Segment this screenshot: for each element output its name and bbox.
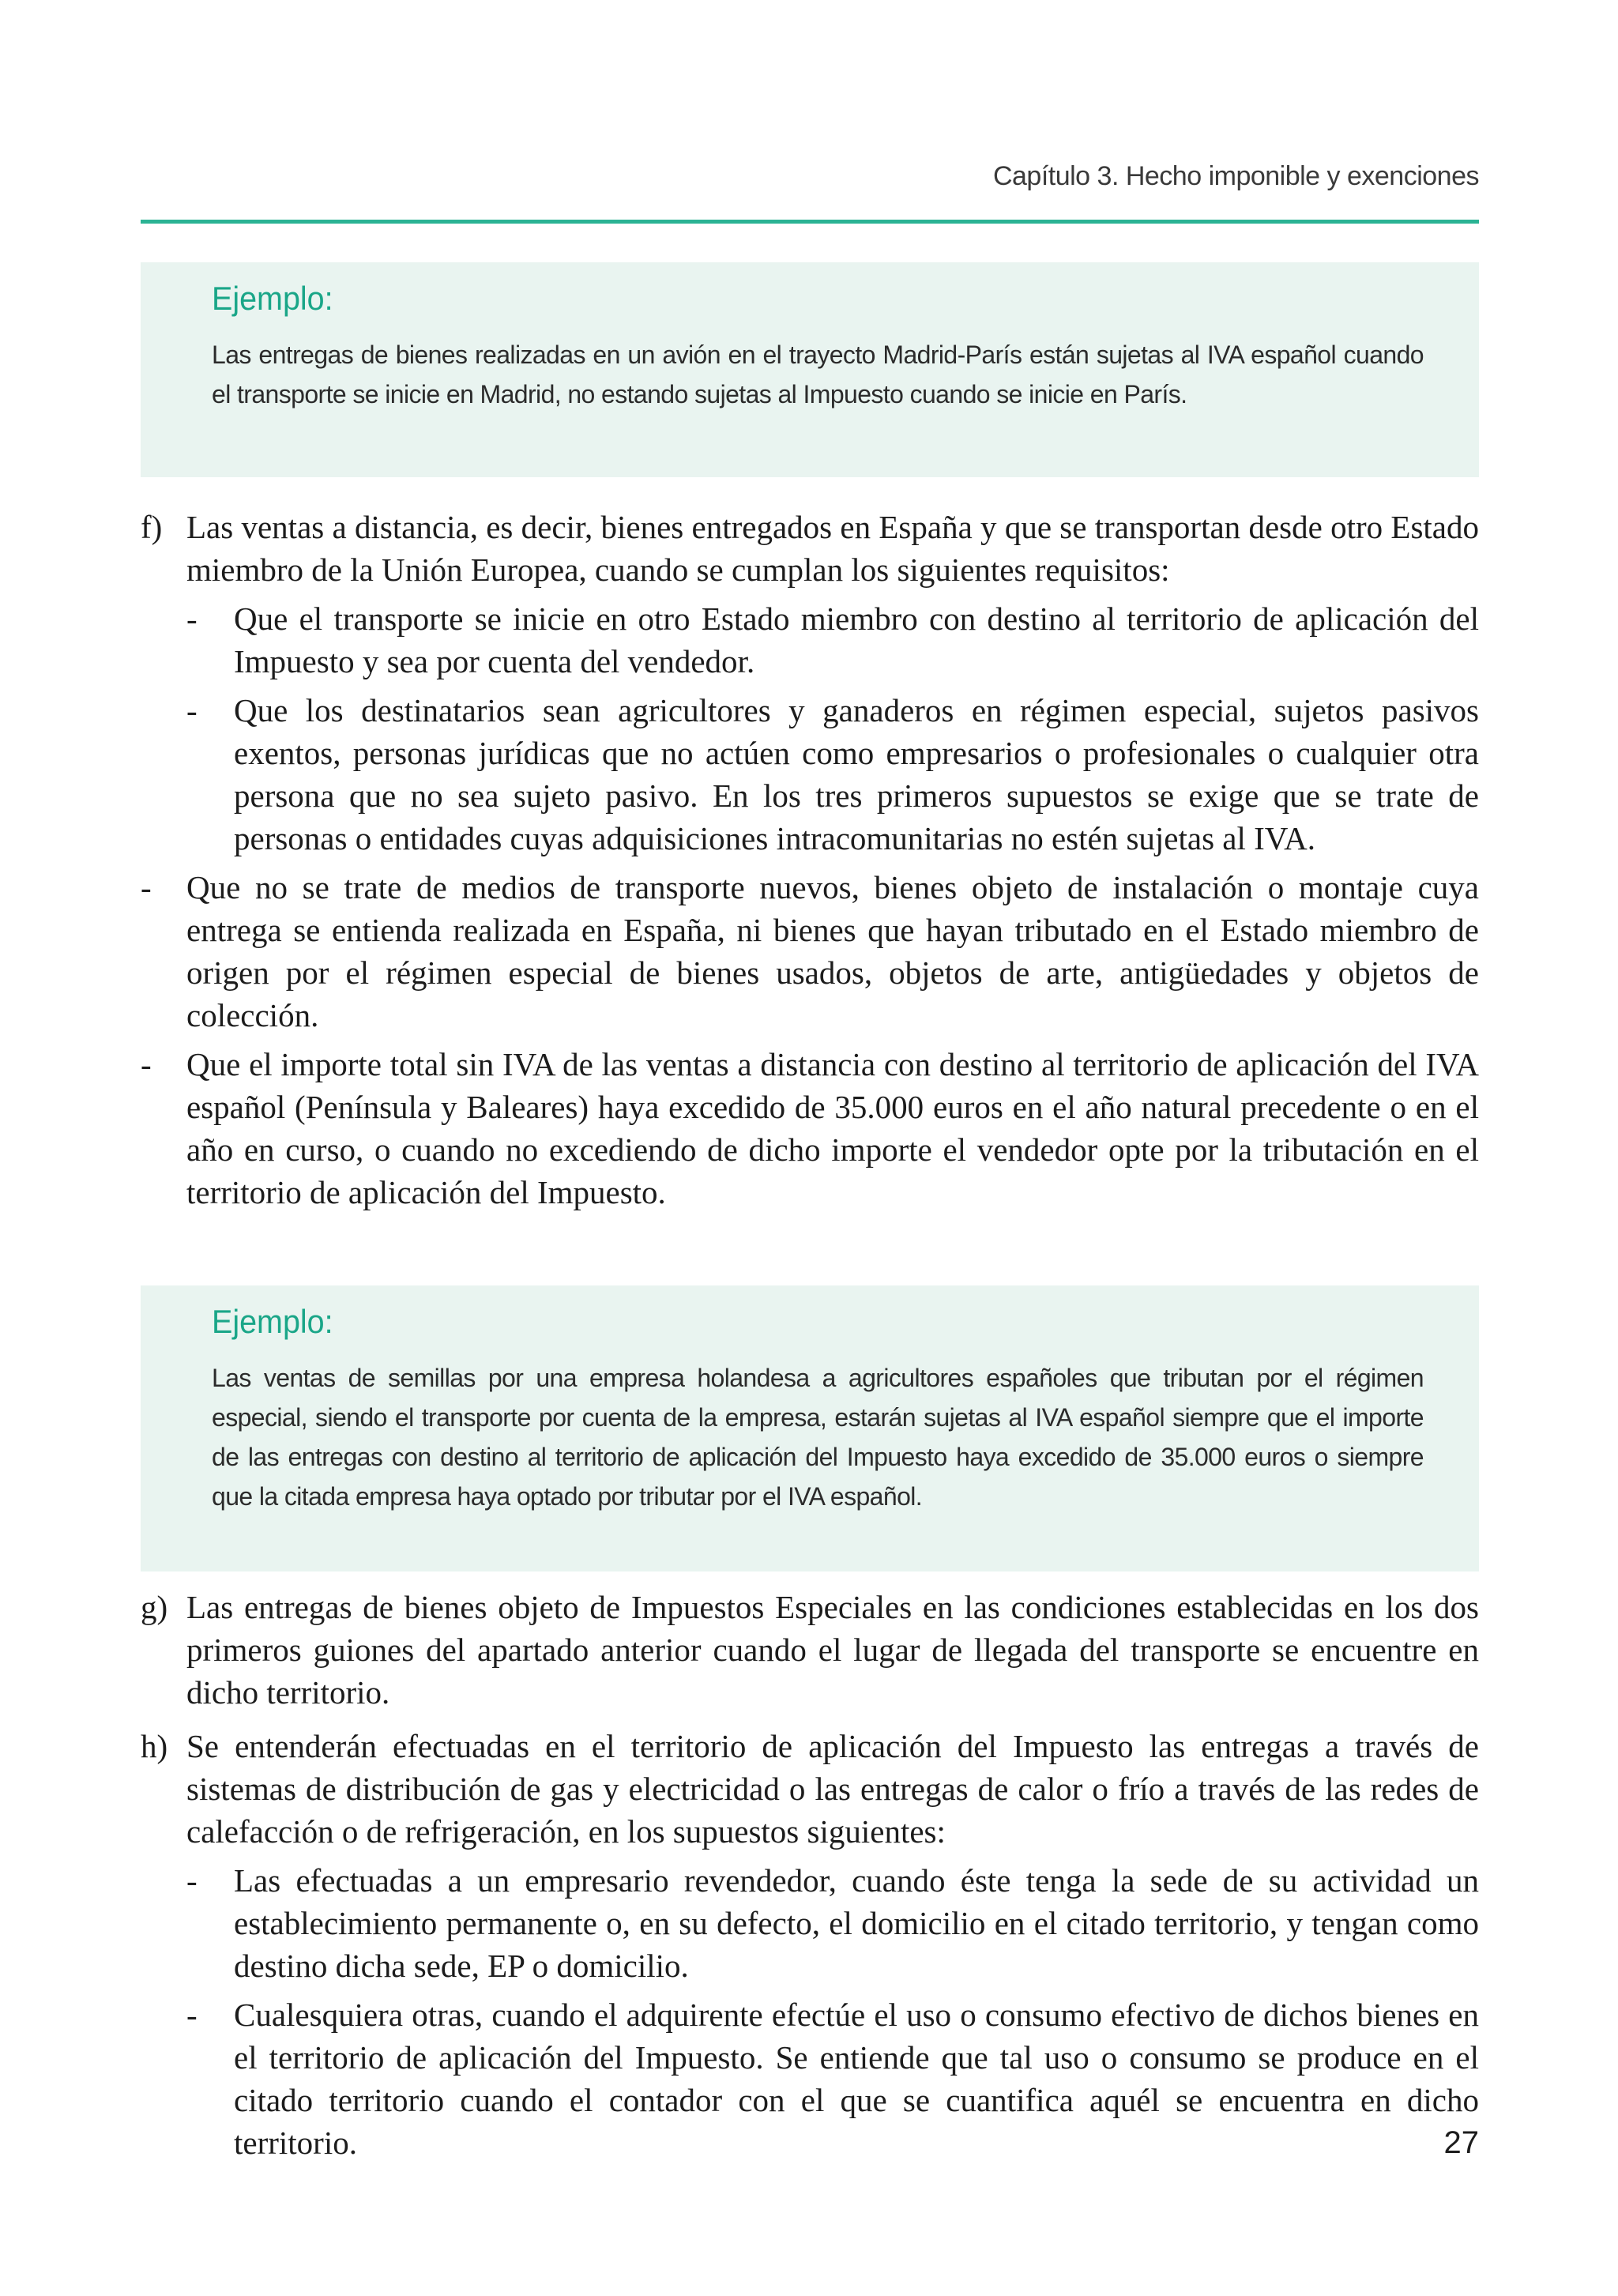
sub-list-item-text: Que los destinatarios sean agricultores y ganaderos en régimen especial, sujetos pasivos exentos, personas jurídicas que no actúen como empresarios o profesionales o cualquier otra persona que no sea sujeto pasivo. En los tres primeros supuestos se exige que se trate de personas o entidades cuyas adquisiciones intracomunitarias no estén sujetas al IVA. bbox=[234, 692, 1479, 856]
section-gh-block bbox=[141, 1586, 1479, 2164]
sub-list-item bbox=[141, 1993, 1479, 2164]
list-item-text: Que el importe total sin IVA de las ventas a distancia con destino al territorio de aplicación del IVA español (Península y Baleares) haya excedido de 35.000 euros en el año natural precedente o en el año en curso, o cuando no excediendo de dicho importe el vendedor opte por la tributación en el territorio de aplicación del Impuesto. bbox=[186, 1046, 1479, 1210]
section-f-block bbox=[141, 506, 1479, 1214]
dash-marker: - bbox=[141, 869, 152, 905]
sub-list-item-text: Cualesquiera otras, cuando el adquirente efectúe el uso o consumo efectivo de dichos bienes en el territorio de aplicación del Impuesto. Se entiende que tal uso o consumo se produce en el citado territorio cuando el contador con el que se cuantifica aquél se encuentra en dicho territorio. bbox=[234, 1997, 1479, 2161]
list-item-g bbox=[141, 1586, 1479, 1714]
example-body: Las ventas de semillas por una empresa holandesa a agricultores españoles que tributan por el régimen especial, siendo el transporte por cuenta de la empresa, estarán sujetas al IVA español siempre que el importe de las entregas con destino al territorio de aplicación del Impuesto haya excedido de 35.000 euros o siempre que la citada empresa haya optado por tributar por el IVA español. bbox=[212, 1364, 1424, 1511]
list-item-h bbox=[141, 1725, 1479, 1853]
list-marker: f) bbox=[141, 509, 163, 545]
dash-marker: - bbox=[141, 1046, 152, 1082]
header-rule bbox=[141, 220, 1479, 224]
example-body: Las entregas de bienes realizadas en un avión en el trayecto Madrid-París están sujetas al IVA español cuando el transporte se inicie en Madrid, no estando sujetas al Impuesto cuando se inicie en París. bbox=[212, 341, 1424, 408]
list-item-text: Las entregas de bienes objeto de Impuestos Especiales en las condiciones establecidas en los dos primeros guiones del apartado anterior cuando el lugar de llegada del transporte se encuentre en dicho territorio. bbox=[186, 1589, 1479, 1711]
dash-marker: - bbox=[186, 1997, 198, 2033]
sub-list-item-text: Las efectuadas a un empresario revendedor, cuando éste tenga la sede de su actividad un establecimiento permanente o, en su defecto, el domicilio en el citado territorio, y tengan como destino dicha sede, EP o domicilio. bbox=[234, 1862, 1479, 1984]
dash-marker: - bbox=[186, 692, 198, 728]
list-item-text: Que no se trate de medios de transporte nuevos, bienes objeto de instalación o montaje cuya entrega se entienda realizada en España, ni bienes que hayan tributado en el Estado miembro de origen por el régimen especial de bienes usados, objetos de arte, antigüedades y objetos de colección. bbox=[186, 869, 1479, 1033]
list-marker: h) bbox=[141, 1728, 168, 1764]
example-title: Ejemplo: bbox=[212, 280, 333, 317]
sub-list-item bbox=[141, 597, 1479, 683]
sub-list-item bbox=[141, 1859, 1479, 1987]
list-item-text: Se entenderán efectuadas en el territorio de aplicación del Impuesto las entregas a través de sistemas de distribución de gas y electricidad o las entregas de calor o frío a través de las redes de calefacción o de refrigeración, en los supuestos siguientes: bbox=[186, 1728, 1479, 1850]
list-item-f bbox=[141, 506, 1479, 591]
page-number: 27 bbox=[1443, 2125, 1479, 2160]
sub-list-item-text: Que el transporte se inicie en otro Estado miembro con destino al territorio de aplicación del Impuesto y sea por cuenta del vendedor. bbox=[234, 600, 1479, 679]
chapter-header: Capítulo 3. Hecho imponible y exenciones bbox=[992, 161, 1479, 191]
list-marker: g) bbox=[141, 1589, 168, 1625]
list-item bbox=[141, 866, 1479, 1037]
dash-marker: - bbox=[186, 1862, 198, 1899]
example-box-1 bbox=[141, 262, 1479, 477]
list-item bbox=[141, 1043, 1479, 1214]
list-item-text: Las ventas a distancia, es decir, bienes entregados en España y que se transportan desde otro Estado miembro de la Unión Europea, cuando se cumplan los siguientes requisitos: bbox=[186, 509, 1479, 588]
sub-list-item bbox=[141, 689, 1479, 860]
example-box-2 bbox=[141, 1285, 1479, 1571]
dash-marker: - bbox=[186, 600, 198, 637]
example-title: Ejemplo: bbox=[212, 1303, 333, 1340]
